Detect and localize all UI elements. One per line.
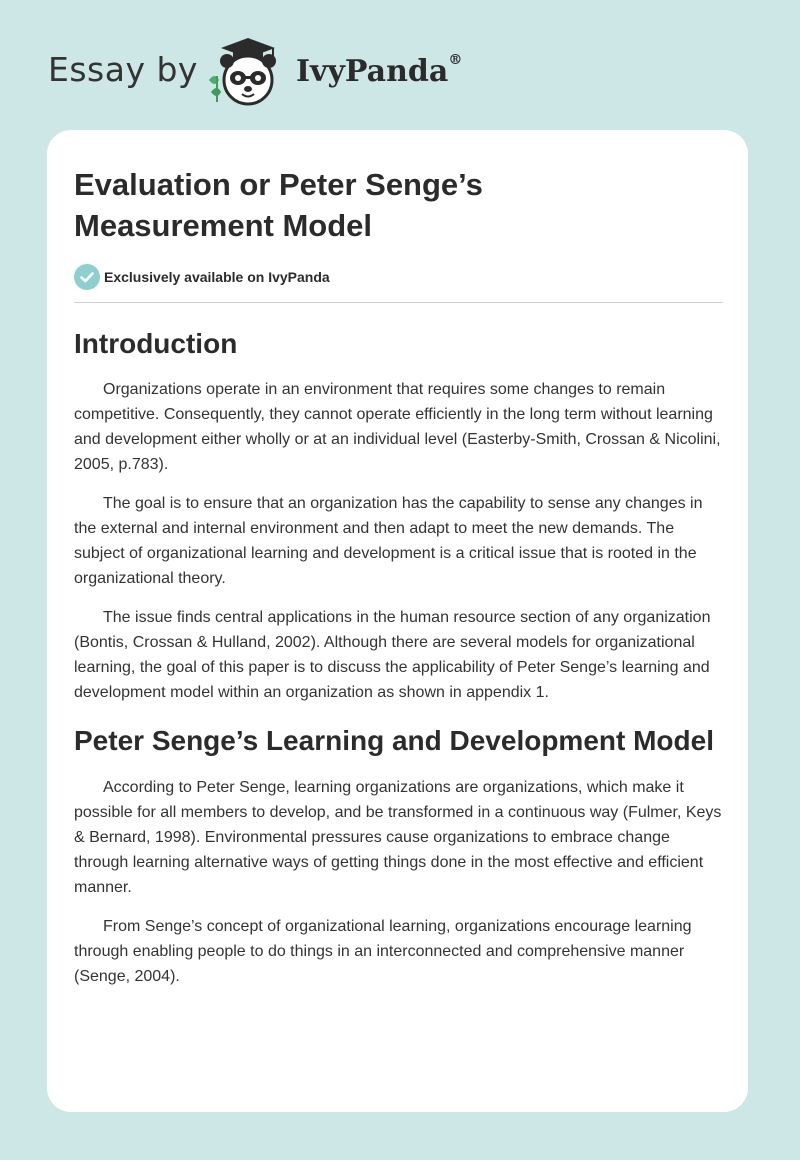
brand-name[interactable] (296, 54, 462, 89)
essay-body (74, 324, 724, 1003)
essay-card (47, 130, 748, 1112)
registered-mark: ® (448, 52, 463, 68)
paragraph: The goal is to ensure that an organization has the capability to sense any changes in the external and internal environment and then adapt to meet the new demands. The subject of organizational learning and development is a critical issue that is rooted in the organizational theory. (74, 495, 703, 587)
panda-graduate-icon[interactable] (203, 36, 293, 108)
check-circle-icon (74, 264, 100, 290)
site-header (0, 0, 800, 120)
paragraph: The issue finds central applications in the human resource section of any organization (Bontis, Crossan & Hulland, 2002). Although there are several models for organizational learning, the goal of this paper is to discuss the applicability of Peter Senge’s learning and development model within an organization as shown in appendix 1. (74, 609, 711, 701)
paragraph: From Senge’s concept of organizational learning, organizations encourage learning through enabling people to do things in an interconnected and comprehensive manner (Senge, 2004). (74, 918, 692, 985)
page-title: Evaluation or Peter Senge’s Measurement Model (74, 167, 483, 243)
divider (74, 302, 723, 303)
section-heading-introduction: Introduction (74, 328, 238, 359)
exclusive-badge-label: Exclusively available on IvyPanda (104, 269, 330, 285)
essay-by-label: Essay by (48, 50, 198, 89)
paragraph: Organizations operate in an environment that requires some changes to remain competitive. Consequently, they cannot operate efficiently in the long term without learning and development either wholly or at an individual level (Easterby-Smith, Crossan & Nicolini, 2005, p.783). (74, 381, 721, 473)
paragraph: According to Peter Senge, learning organizations are organizations, which make it possible for all members to develop, and be transformed in a continuous way (Fulmer, Keys & Bernard, 1998). Environmental pressures cause organizations to embrace change through learning alternative ways of getting things done in the most effective and efficient manner. (74, 779, 722, 896)
exclusive-badge (74, 264, 330, 290)
brand-text: IvyPanda (296, 54, 449, 89)
section-heading-senge-model: Peter Senge’s Learning and Development Model (74, 725, 714, 756)
